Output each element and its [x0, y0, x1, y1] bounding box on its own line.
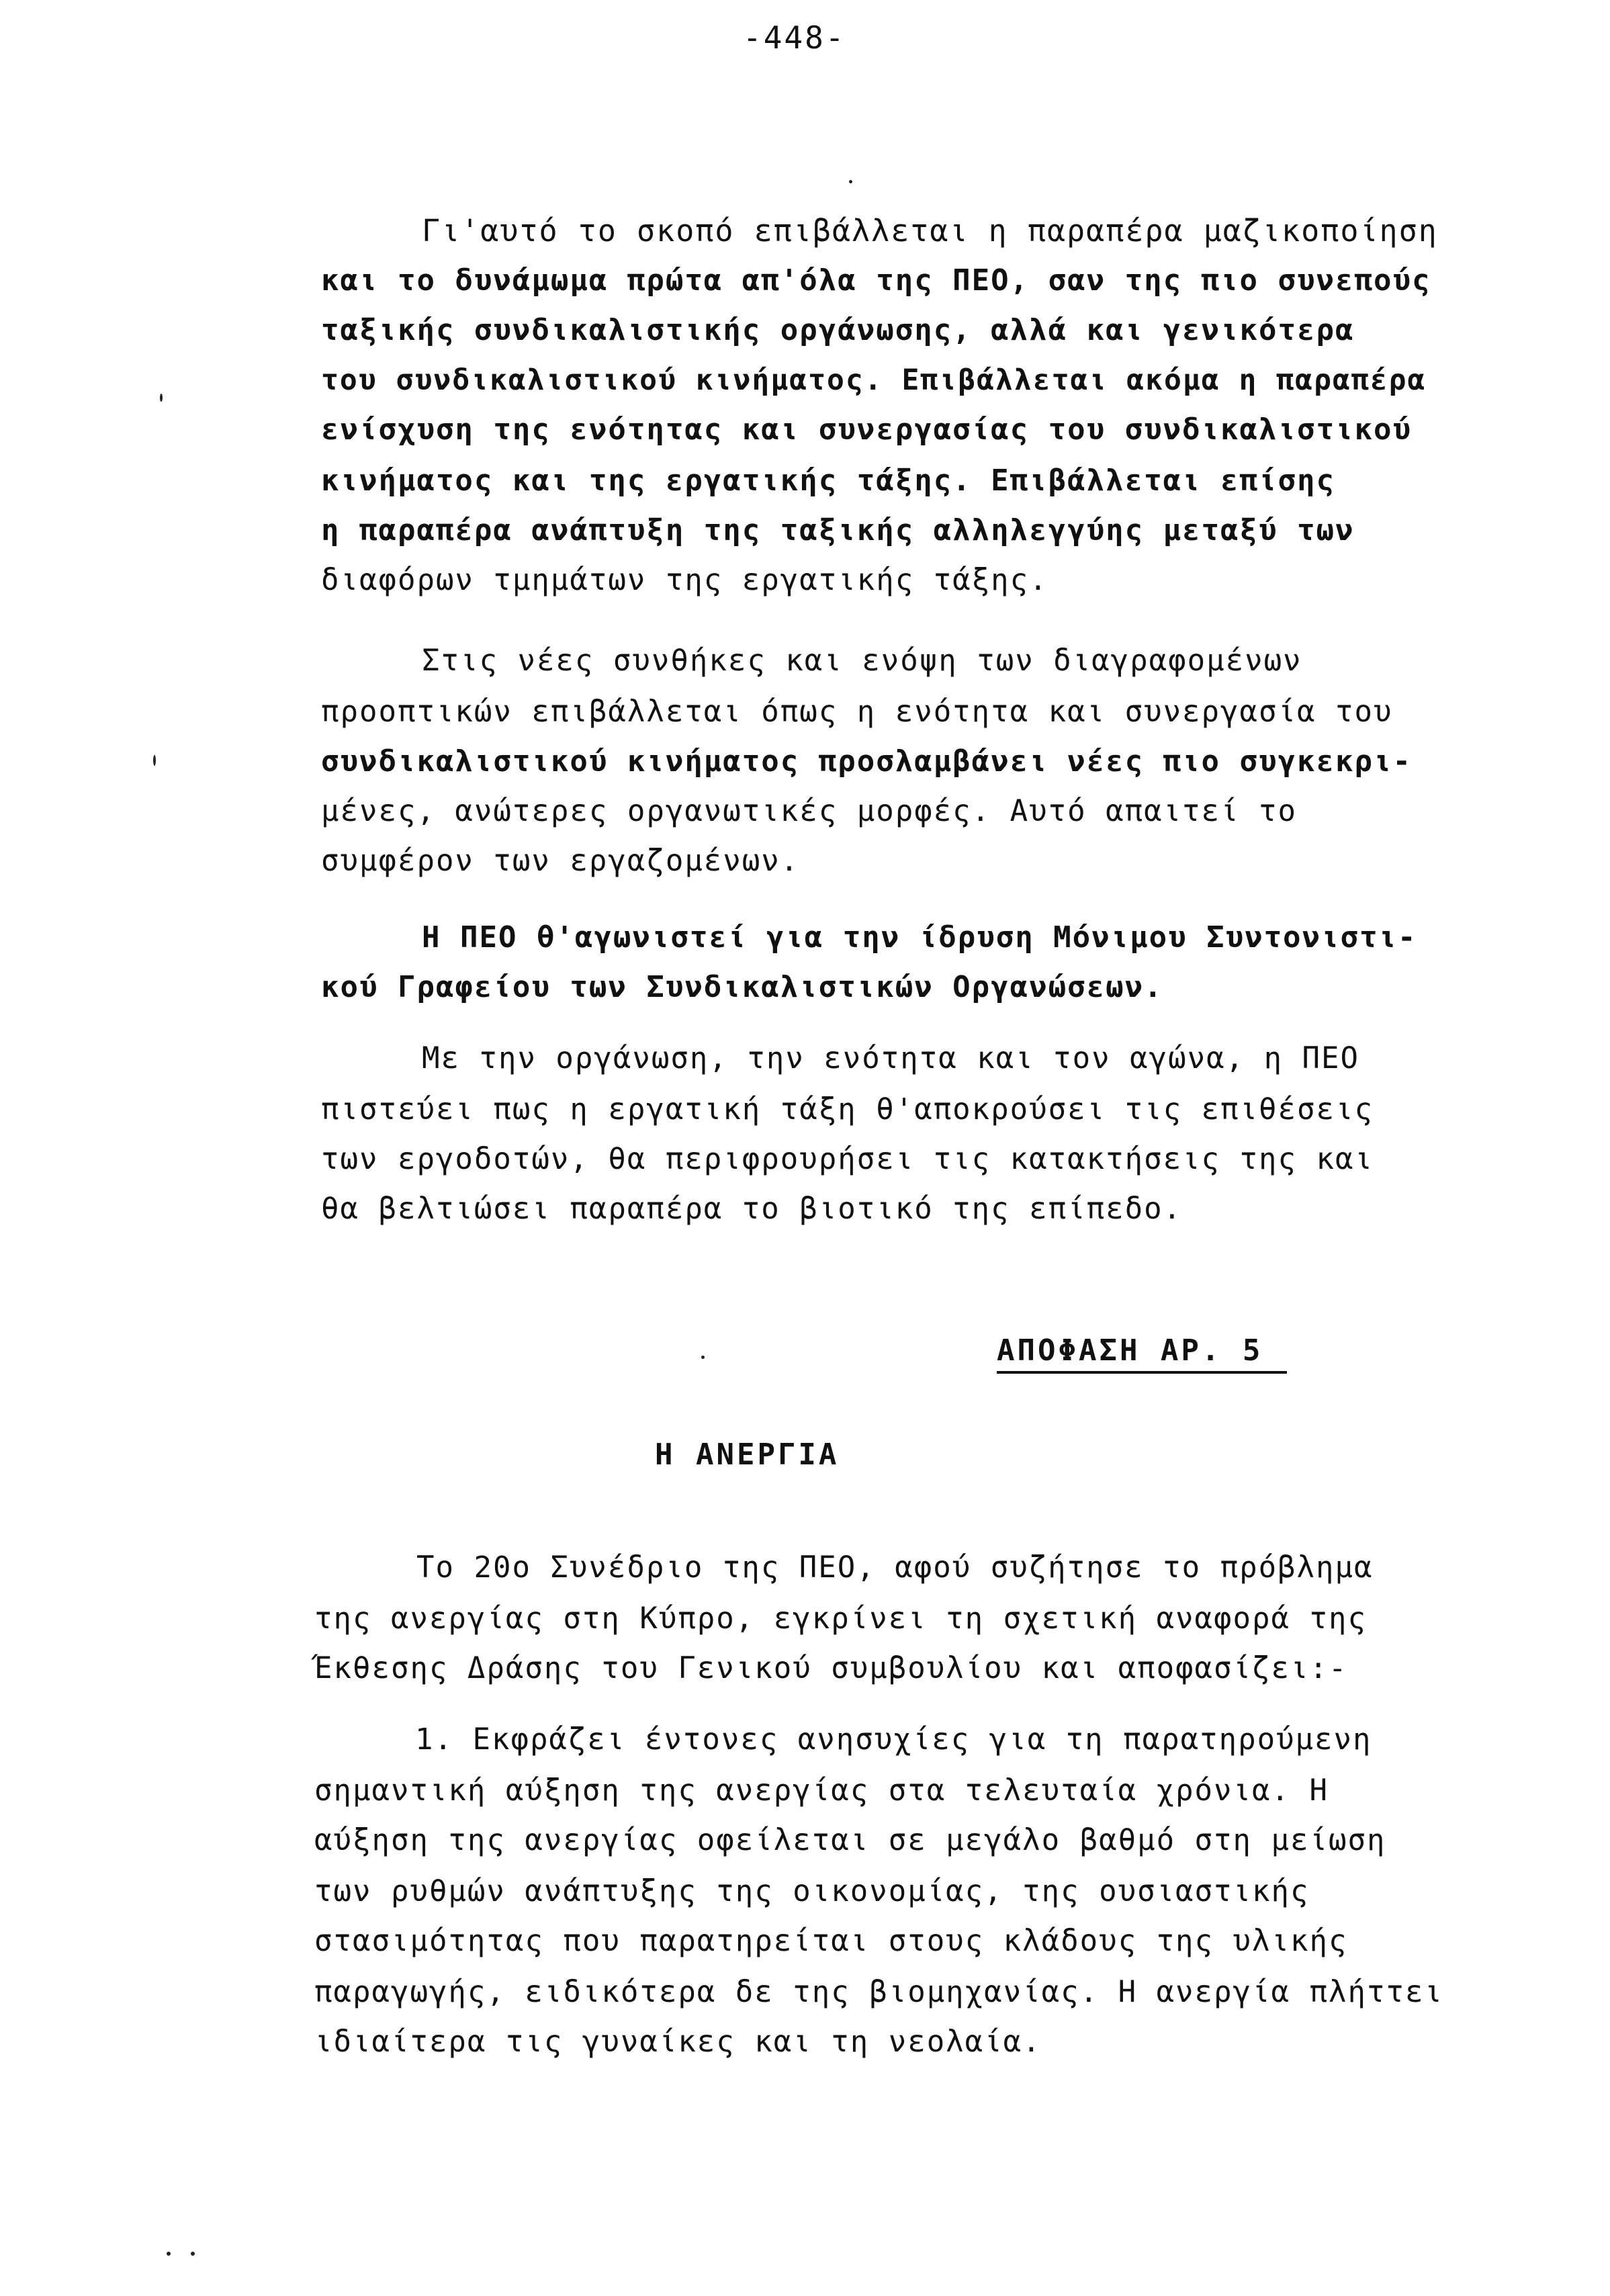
- paragraph-line: πιστεύει πως η εργατική τάξη θ'αποκρούσει τις επιθέσεις: [321, 1092, 1374, 1127]
- decision-heading: ΑΠΟΦΑΣΗ ΑΡ. 5: [997, 1333, 1287, 1374]
- paragraph-line: του συνδικαλιστικού κινήματος. Επιβάλλεται ακόμα η παραπέρα: [321, 363, 1427, 397]
- page-number: -448-: [743, 19, 846, 56]
- paragraph-line: Στις νέες συνθήκες και ενόψη των διαγραφομένων: [422, 644, 1302, 678]
- paragraph-line: διαφόρων τμημάτων της εργατικής τάξης.: [321, 563, 1048, 597]
- scan-speck: [160, 394, 163, 402]
- paragraph-line: η παραπέρα ανάπτυξη της ταξικής αλληλεγγύης μεταξύ των: [321, 513, 1355, 547]
- paragraph-line: 1. Εκφράζει έντονες ανησυχίες για τη παρατηρούμενη: [415, 1722, 1372, 1757]
- scan-speck: [153, 755, 156, 766]
- paragraph-line: στασιμότητας που παρατηρείται στους κλάδους της υλικής: [314, 1924, 1348, 1958]
- paragraph-line: κινήματος και της εργατικής τάξης. Επιβάλλεται επίσης: [321, 463, 1335, 498]
- paragraph-line: προοπτικών επιβάλλεται όπως η ενότητα και συνεργασία του: [321, 695, 1393, 729]
- paragraph-line: συνδικαλιστικού κινήματος προσλαμβάνει νέες πιο συγκεκρι-: [321, 744, 1412, 779]
- paragraph-line: παραγωγής, ειδικότερα δε της βιομηχανίας. Η ανεργία πλήττει: [314, 1975, 1443, 2009]
- section-title: Η ΑΝΕΡΓΙΑ: [655, 1438, 840, 1472]
- paragraph-line: Έκθεσης Δράσης του Γενικού συμβουλίου και αποφασίζει:-: [314, 1651, 1348, 1685]
- paragraph-line: ιδιαίτερα τις γυναίκες και τη νεολαία.: [314, 2025, 1042, 2059]
- scan-speck: [191, 2252, 195, 2256]
- paragraph-line: κού Γραφείου των Συνδικαλιστικών Οργανώσεων.: [321, 970, 1163, 1004]
- paragraph-line: Το 20ο Συνέδριο της ΠΕΟ, αφού συζήτησε το πρόβλημα: [416, 1550, 1374, 1585]
- scan-speck: [167, 2252, 171, 2256]
- scan-speck: [849, 180, 852, 183]
- paragraph-line: Με την οργάνωση, την ενότητα και τον αγώνα, η ΠΕΟ: [422, 1041, 1360, 1075]
- paragraph-line: Η ΠΕΟ θ'αγωνιστεί για την ίδρυση Μόνιμου Συντονιστι-: [422, 920, 1417, 955]
- paragraph-line: σημαντική αύξηση της ανεργίας στα τελευταία χρόνια. Η: [314, 1773, 1329, 1808]
- paragraph-line: της ανεργίας στη Κύπρο, εγκρίνει τη σχετική αναφορά της: [314, 1601, 1367, 1636]
- paragraph-line: ενίσχυση της ενότητας και συνεργασίας του συνδικαλιστικού: [321, 412, 1412, 447]
- paragraph-line: ταξικής συνδικαλιστικής οργάνωσης, αλλά και γενικότερα: [321, 313, 1355, 347]
- paragraph-line: των ρυθμών ανάπτυξης της οικονομίας, της ουσιαστικής: [314, 1874, 1310, 1908]
- paragraph-line: αύξηση της ανεργίας οφείλεται σε μεγάλο βαθμό στη μείωση: [314, 1823, 1386, 1857]
- paragraph-line: Γι'αυτό το σκοπό επιβάλλεται η παραπέρα μαζικοποίηση: [422, 213, 1438, 249]
- paragraph-line: και το δυνάμωμα πρώτα απ'όλα της ΠΕΟ, σαν της πιο συνεπούς: [321, 263, 1431, 298]
- paragraph-line: συμφέρον των εργαζομένων.: [321, 844, 800, 878]
- paragraph-line: μένες, ανώτερες οργανωτικές μορφές. Αυτό απαιτεί το: [321, 794, 1298, 828]
- paragraph-line: θα βελτιώσει παραπέρα το βιοτικό της επίπεδο.: [321, 1192, 1183, 1226]
- scan-speck: [701, 1356, 705, 1359]
- paragraph-line: των εργοδοτών, θα περιφρουρήσει τις κατακτήσεις της και: [321, 1142, 1374, 1176]
